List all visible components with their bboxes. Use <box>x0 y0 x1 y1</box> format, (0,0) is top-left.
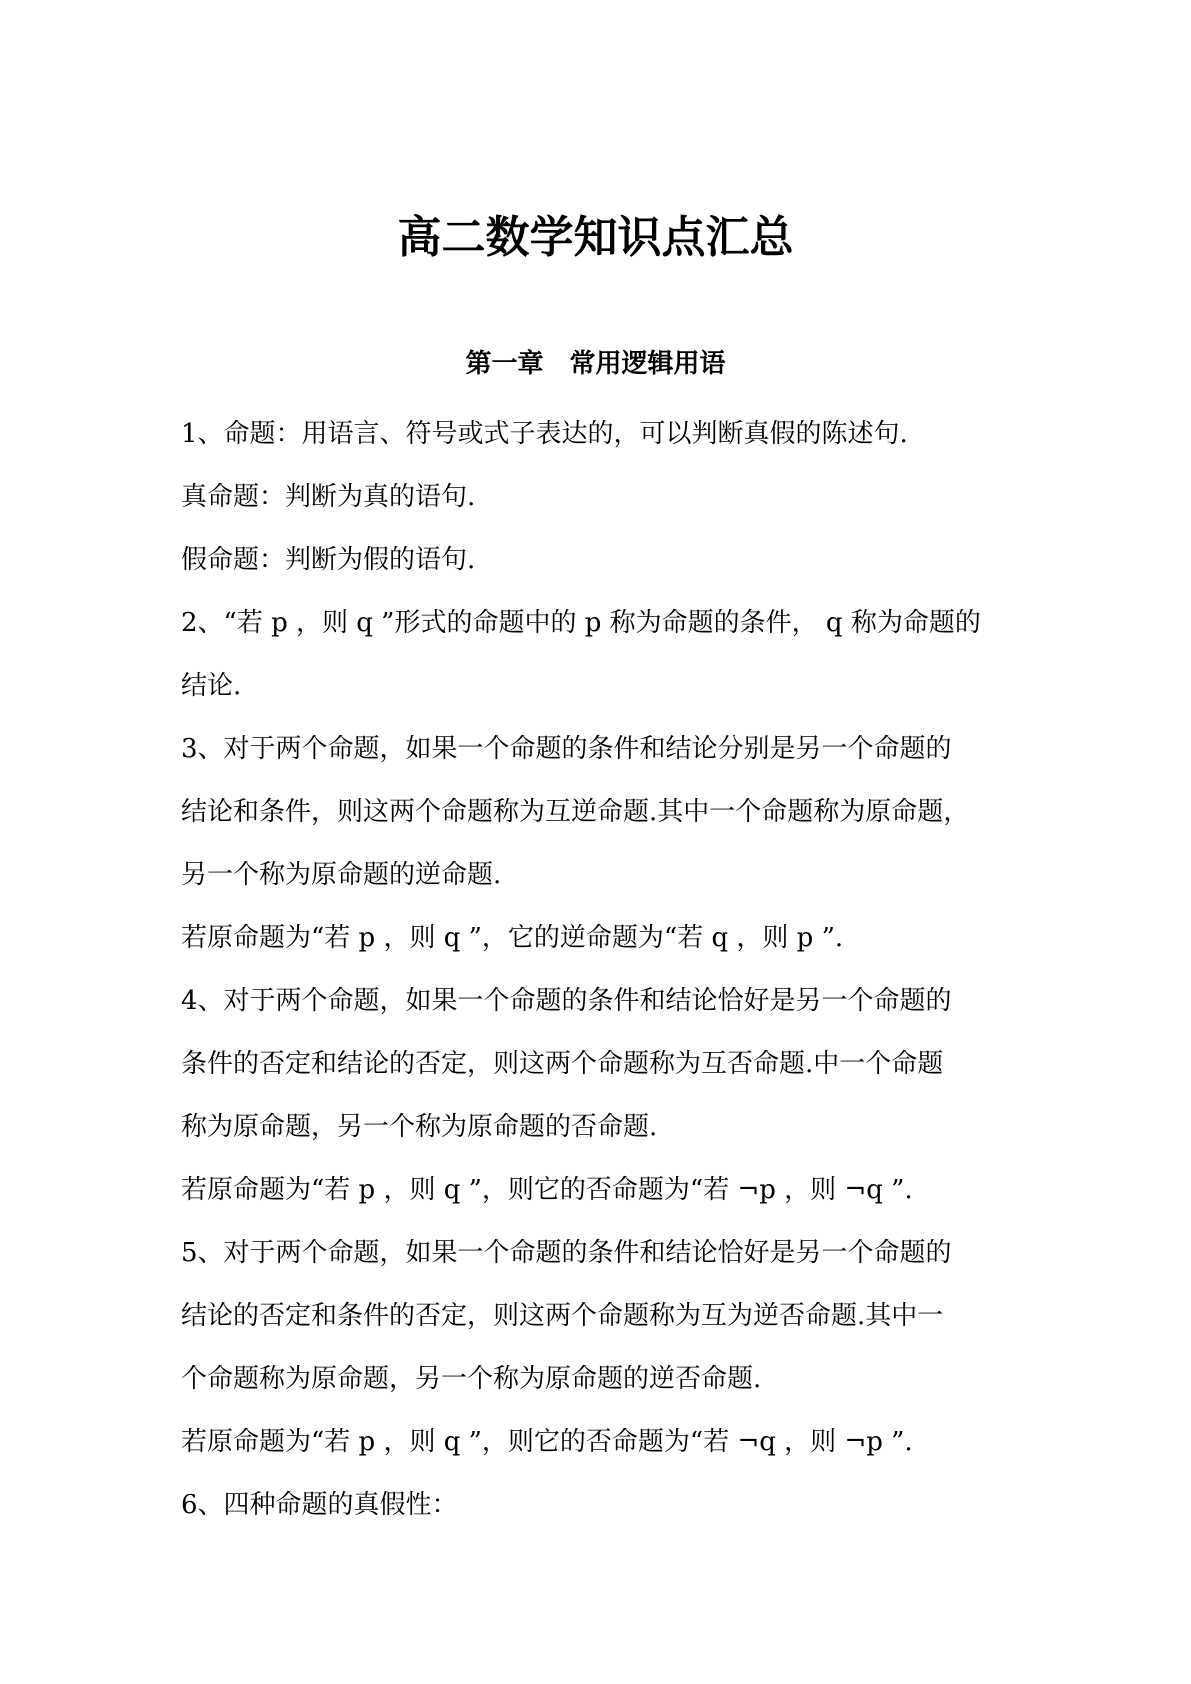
text-line: 称为原命题，另一个称为原命题的否命题. <box>181 1112 658 1142</box>
document-title: 高二数学知识点汇总 <box>397 212 794 263</box>
text-line: 个命题称为原命题，另一个称为原命题的逆否命题. <box>181 1364 762 1394</box>
text-line: 若原命题为“若 p ，则 q ”，它的逆命题为“若 q ，则 p ”. <box>181 923 844 953</box>
text-line: 另一个称为原命题的逆命题. <box>181 860 502 890</box>
text-line: 结论和条件，则这两个命题称为互逆命题.其中一个命题称为原命题， <box>181 797 970 827</box>
text-line: 若原命题为“若 p ，则 q ”，则它的否命题为“若 ¬p ，则 ¬q ”. <box>181 1175 913 1205</box>
text-line: 条件的否定和结论的否定，则这两个命题称为互否命题.中一个命题 <box>181 1049 944 1079</box>
text-line: 真命题：判断为真的语句. <box>181 482 476 512</box>
text-line: 3、对于两个命题，如果一个命题的条件和结论分别是另一个命题的 <box>181 734 952 764</box>
chapter-title: 第一章 常用逻辑用语 <box>465 349 726 379</box>
document-body <box>181 403 1026 1537</box>
text-line: 6、四种命题的真假性： <box>181 1490 458 1520</box>
text-line: 1、命题：用语言、符号或式子表达的，可以判断真假的陈述句. <box>181 419 908 449</box>
text-line: 若原命题为“若 p ，则 q ”，则它的否命题为“若 ¬q ，则 ¬p ”. <box>181 1427 913 1457</box>
text-line: 2、“若 p ，则 q ”形式的命题中的 p 称为命题的条件， q 称为命题的 <box>181 608 981 638</box>
text-line: 4、对于两个命题，如果一个命题的条件和结论恰好是另一个命题的 <box>181 986 952 1016</box>
text-line: 结论. <box>181 671 242 701</box>
text-line: 假命题：判断为假的语句. <box>181 545 476 575</box>
text-line: 结论的否定和条件的否定，则这两个命题称为互为逆否命题.其中一 <box>181 1301 944 1331</box>
text-line: 5、对于两个命题，如果一个命题的条件和结论恰好是另一个命题的 <box>181 1238 952 1268</box>
